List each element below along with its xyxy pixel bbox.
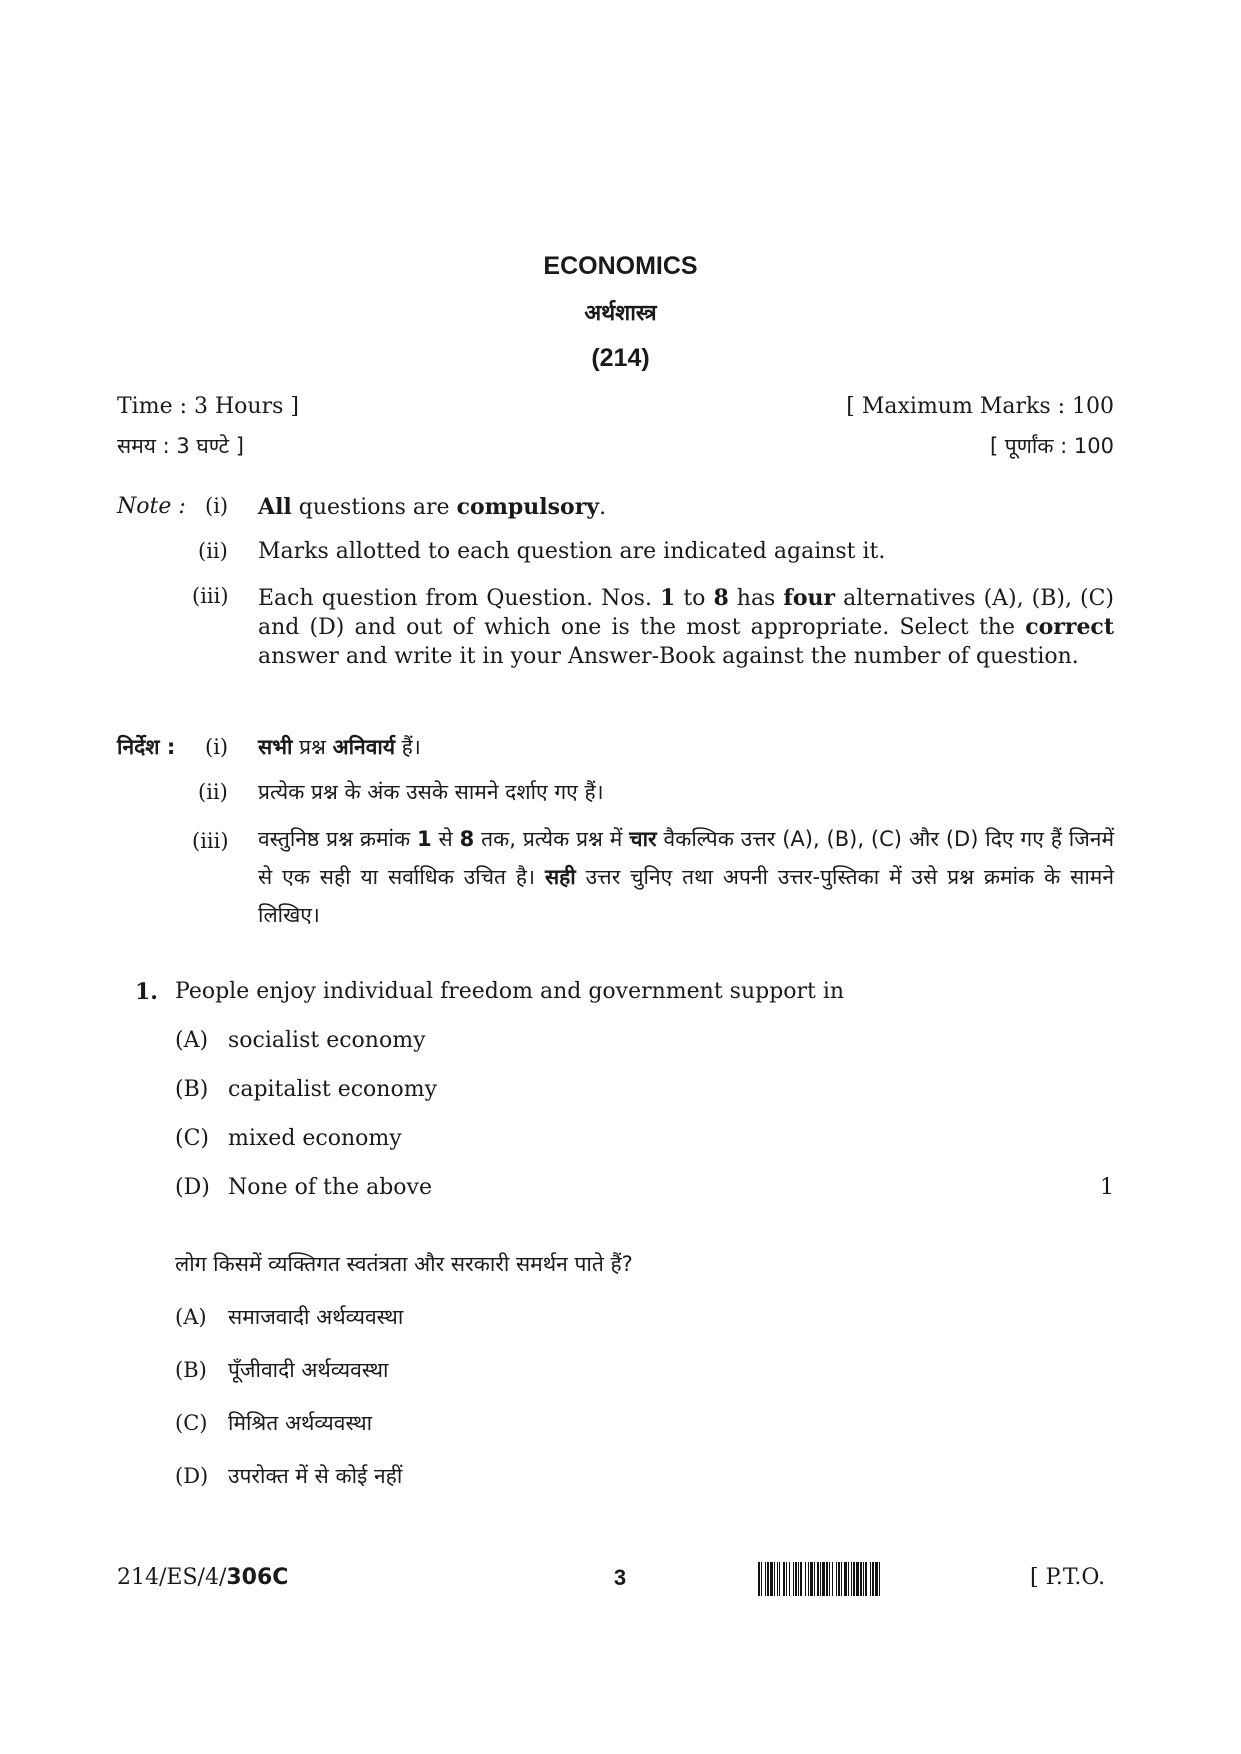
time-english: Time : 3 Hours ] (117, 394, 299, 419)
barcode-bar (777, 1562, 778, 1596)
note-item-1: All questions are compulsory. (258, 494, 607, 520)
option-label: (A) (175, 1028, 209, 1053)
option-text: socialist economy (228, 1028, 426, 1053)
option-text-hindi: मिश्रित अर्थव्यवस्था (228, 1411, 373, 1435)
barcode (758, 1562, 1016, 1596)
barcode-bar (848, 1562, 849, 1596)
option-label: (C) (175, 1411, 208, 1435)
barcode-bar (875, 1562, 878, 1596)
question-marks: 1 (1100, 1175, 1114, 1200)
barcode-bar (810, 1562, 813, 1596)
barcode-bar (851, 1562, 852, 1596)
option-label: (B) (175, 1077, 209, 1102)
barcode-bar (793, 1562, 794, 1596)
subject-title-english: ECONOMICS (543, 252, 698, 280)
barcode-bar (783, 1562, 785, 1596)
barcode-bar (836, 1562, 837, 1596)
option-text: capitalist economy (228, 1077, 437, 1102)
barcode-bar (761, 1562, 762, 1596)
barcode-bar (865, 1562, 867, 1596)
barcode-bar (844, 1562, 847, 1596)
barcode-bar (786, 1562, 787, 1596)
note-item-num: (iii) (192, 584, 229, 608)
barcode-bar (822, 1562, 825, 1596)
barcode-bar (765, 1562, 766, 1596)
option-label: (B) (175, 1358, 207, 1382)
note-hindi-item-1: सभी प्रश्न अनिवार्य हैं। (258, 735, 421, 759)
max-marks-english: [ Maximum Marks : 100 (846, 394, 1114, 419)
barcode-bar (795, 1562, 797, 1596)
question-text-hindi: लोग किसमें व्यक्तिगत स्वतंत्रता और सरकारी समर्थन पाते हैं? (175, 1252, 633, 1276)
barcode-bar (872, 1562, 874, 1596)
option-text-hindi: पूँजीवादी अर्थव्यवस्था (228, 1358, 389, 1382)
barcode-bar (758, 1562, 760, 1596)
barcode-bar (805, 1562, 806, 1596)
barcode-bar (841, 1562, 842, 1596)
option-label: (C) (175, 1126, 209, 1151)
note-hindi-item-3: वस्तुनिष्ठ प्रश्न क्रमांक 1 से 8 तक, प्रत्येक प्रश्न में चार वैकल्पिक उत्तर (A), (B), (C) और (D) दिए गए हैं जिनमें से एक सही या सर्वाधिक उचित है। सही उत्तर चुनिए तथा अपनी उत्तर-पुस्तिका में उसे प्रश्न क्रमांक के सामने लिखिए। (258, 827, 1115, 927)
barcode-bar (774, 1562, 775, 1596)
note-item-num: (ii) (198, 539, 228, 563)
pto-label: [ P.T.O. (1030, 1565, 1106, 1590)
note-hindi-item-2: प्रत्येक प्रश्न के अंक उसके सामने दर्शाए गए हैं। (258, 780, 604, 804)
barcode-bar (870, 1562, 871, 1596)
option-label: (A) (175, 1305, 207, 1329)
barcode-bar (826, 1562, 828, 1596)
barcode-bar (817, 1562, 819, 1596)
note-item-num: (i) (205, 735, 229, 759)
option-text: mixed economy (228, 1126, 402, 1151)
barcode-bar (829, 1562, 830, 1596)
barcode-bar (832, 1562, 833, 1596)
note-item-3: Each question from Question. Nos. 1 to 8 has four alternatives (A), (B), (C) and (D) and out of which one is the most appropriate. Select the correct answer and write it in your Answer-Book against the number of question. (258, 585, 1115, 669)
barcode-bar (838, 1562, 840, 1596)
barcode-bar (863, 1562, 864, 1596)
page-number: 3 (613, 1565, 627, 1590)
note-item-2: Marks allotted to each question are indicated against it. (258, 539, 886, 564)
barcode-bar (820, 1562, 821, 1596)
option-label: (D) (175, 1175, 210, 1200)
question-text-english: People enjoy individual freedom and government support in (175, 979, 845, 1004)
question-number: 1. (135, 979, 158, 1005)
note-label: Note : (117, 494, 186, 519)
barcode-bar (853, 1562, 855, 1596)
barcode-bar (860, 1562, 862, 1596)
option-text-hindi: समाजवादी अर्थव्यवस्था (228, 1305, 404, 1329)
time-hindi: समय : 3 घण्टे ] (117, 434, 245, 458)
note-item-num: (iii) (192, 829, 229, 853)
subject-title-hindi: अर्थशास्त्र (584, 301, 657, 326)
note-label-hindi: निर्देश : (117, 735, 176, 759)
paper-code: 214/ES/4/306C (117, 1565, 289, 1590)
barcode-bar (856, 1562, 859, 1596)
barcode-bar (814, 1562, 815, 1596)
barcode-bar (798, 1562, 799, 1596)
note-item-num: (i) (205, 494, 229, 518)
option-label: (D) (175, 1464, 209, 1488)
note-item-num: (ii) (198, 780, 228, 804)
barcode-bar (808, 1562, 809, 1596)
subject-code: (214) (591, 344, 650, 372)
option-text: None of the above (228, 1175, 432, 1200)
barcode-bar (779, 1562, 780, 1596)
max-marks-hindi: [ पूर्णांक : 100 (989, 434, 1114, 458)
barcode-bar (800, 1562, 802, 1596)
option-text-hindi: उपरोक्त में से कोई नहीं (228, 1464, 403, 1488)
barcode-bar (767, 1562, 769, 1596)
barcode-bar (879, 1562, 880, 1596)
barcode-bar (789, 1562, 790, 1596)
barcode-bar (770, 1562, 773, 1596)
